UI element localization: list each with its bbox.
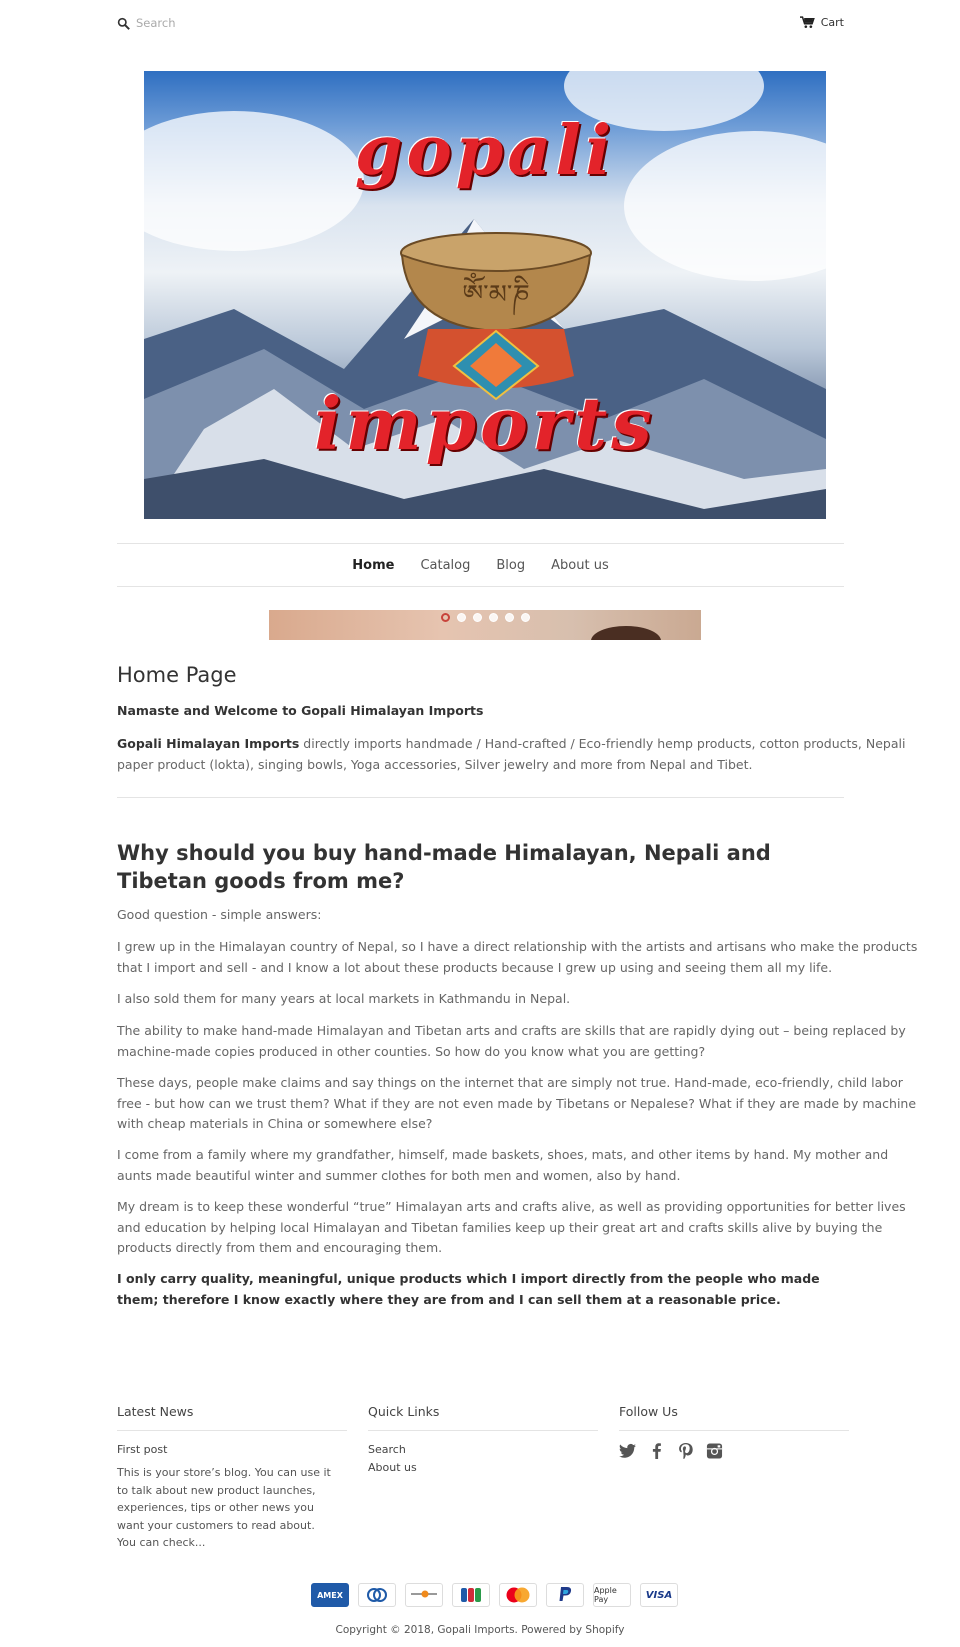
footer-follow-us (619, 1404, 849, 1459)
facebook-icon[interactable] (648, 1443, 665, 1459)
nav-blog[interactable]: Blog (496, 557, 526, 573)
footer-heading: Latest News (117, 1404, 347, 1431)
pinterest-icon[interactable] (677, 1443, 694, 1459)
store-logo[interactable] (144, 71, 826, 519)
intro-text: directly imports handmade / Hand-crafted / Eco-friendly hemp products, cotton products, Nepali paper product (lokta), singing bowls, Yoga accessories, Silver jewelry and more from Nepal and Tibet. (117, 736, 906, 772)
nav-home[interactable]: Home (352, 557, 395, 573)
footer-quick-links (368, 1404, 598, 1479)
discover-icon (411, 1590, 437, 1600)
logo-text-imports: imports (314, 381, 656, 466)
nav-about-us[interactable]: About us (551, 557, 609, 573)
paragraph: I also sold them for many years at local markets in Kathmandu in Nepal. (117, 991, 571, 1006)
logo-text-gopali: gopali (354, 111, 616, 191)
main-nav (117, 543, 844, 587)
paragraph: Good question - simple answers: (117, 907, 322, 922)
copyright: Copyright © 2018, Gopali Imports. Powered by Shopify (335, 1624, 625, 1636)
payment-icon-amex: AMEX (311, 1583, 349, 1607)
cart-link[interactable] (800, 16, 844, 29)
paragraph: I grew up in the Himalayan country of Nepal, so I have a direct relationship with the artists and artisans who make the products that I import and sell - and I know a lot about these products because I grew up using and seeing them all my life. (117, 939, 918, 975)
mastercard-icon (505, 1587, 531, 1603)
payment-icon-mastercard (499, 1583, 537, 1607)
instagram-icon[interactable] (706, 1443, 723, 1459)
jcb-icon (460, 1588, 482, 1602)
page-title: Home Page (117, 663, 237, 687)
slider-dot[interactable] (521, 613, 530, 622)
cart-icon (800, 16, 815, 29)
footer-latest-news (117, 1404, 347, 1552)
slide-image-object (591, 626, 661, 640)
footer-heading: Quick Links (368, 1404, 598, 1431)
nav-catalog[interactable]: Catalog (420, 557, 471, 573)
paragraph: These days, people make claims and say things on the internet that are simply not true. Hand-made, eco-friendly, child labor free - but how can we trust them? What if they are not even made by Tibetans or Nepalese? What if they are made by machine with cheap materials in China or somewhere else? (117, 1075, 917, 1131)
cart-label: Cart (820, 16, 844, 29)
footer-link-about-us[interactable]: About us (368, 1461, 417, 1474)
blog-post-title[interactable]: First post (117, 1443, 168, 1456)
diners-icon (366, 1588, 388, 1602)
payment-icon-diners (358, 1583, 396, 1607)
payment-methods (311, 1583, 678, 1607)
payment-icon-jcb (452, 1583, 490, 1607)
paragraph: I come from a family where my grandfather, himself, made baskets, shoes, mats, and other items by hand. My mother and aunts made beautiful winter and summer clothes for both men and women, also by hand. (117, 1147, 889, 1183)
payment-icon-visa: VISA (640, 1583, 678, 1607)
why-heading: Why should you buy hand-made Himalayan, Nepali and Tibetan goods from me? (117, 841, 771, 893)
intro-brand: Gopali Himalayan Imports (117, 736, 300, 751)
payment-icon-discover (405, 1583, 443, 1607)
paragraph: The ability to make hand-made Himalayan and Tibetan arts and crafts are skills that are rapidly dying out – being replaced by machine-made copies produced in other counties. So how do you know what you are getting? (117, 1023, 906, 1059)
payment-icon-paypal (546, 1583, 584, 1607)
slider-dot[interactable] (457, 613, 466, 622)
header-bar (117, 12, 844, 36)
slider-dot[interactable] (441, 613, 450, 622)
slider-dot[interactable] (473, 613, 482, 622)
payment-icon-apple-pay: Apple Pay (593, 1583, 631, 1607)
hero-slideshow[interactable] (269, 610, 701, 640)
divider (117, 797, 844, 798)
twitter-icon[interactable] (619, 1443, 636, 1459)
footer-link-search[interactable]: Search (368, 1443, 406, 1456)
singing-bowl-image (398, 231, 594, 401)
paragraph: My dream is to keep these wonderful “true” Himalayan arts and crafts alive, as well as providing opportunities for better lives and education by helping local Himalayan and Tibetan families keep up their great art and crafts skills alive by buying the products directly from them and encouraging them. (117, 1199, 906, 1255)
intro-paragraph (117, 733, 907, 775)
footer-heading: Follow Us (619, 1404, 849, 1431)
paypal-icon (558, 1587, 572, 1603)
slider-dot[interactable] (489, 613, 498, 622)
search-icon[interactable] (117, 17, 130, 30)
closing-statement: I only carry quality, meaningful, unique products which I import directly from the people who made them; therefore I know exactly where they are from and I can sell them at a reasonable price. (117, 1271, 820, 1307)
blog-post-excerpt: This is your store’s blog. You can use it to talk about new product launches, experiences, tips or other news you want your customers to read about. You can check... (117, 1466, 331, 1549)
slider-pagination (441, 613, 530, 622)
search-input[interactable] (136, 16, 336, 30)
svg-text:ༀ་མ་ཎི: ༀ་མ་ཎི (462, 280, 530, 310)
welcome-text: Namaste and Welcome to Gopali Himalayan Imports (117, 703, 484, 718)
slider-dot[interactable] (505, 613, 514, 622)
social-links (619, 1443, 849, 1459)
search-form[interactable] (117, 12, 336, 34)
